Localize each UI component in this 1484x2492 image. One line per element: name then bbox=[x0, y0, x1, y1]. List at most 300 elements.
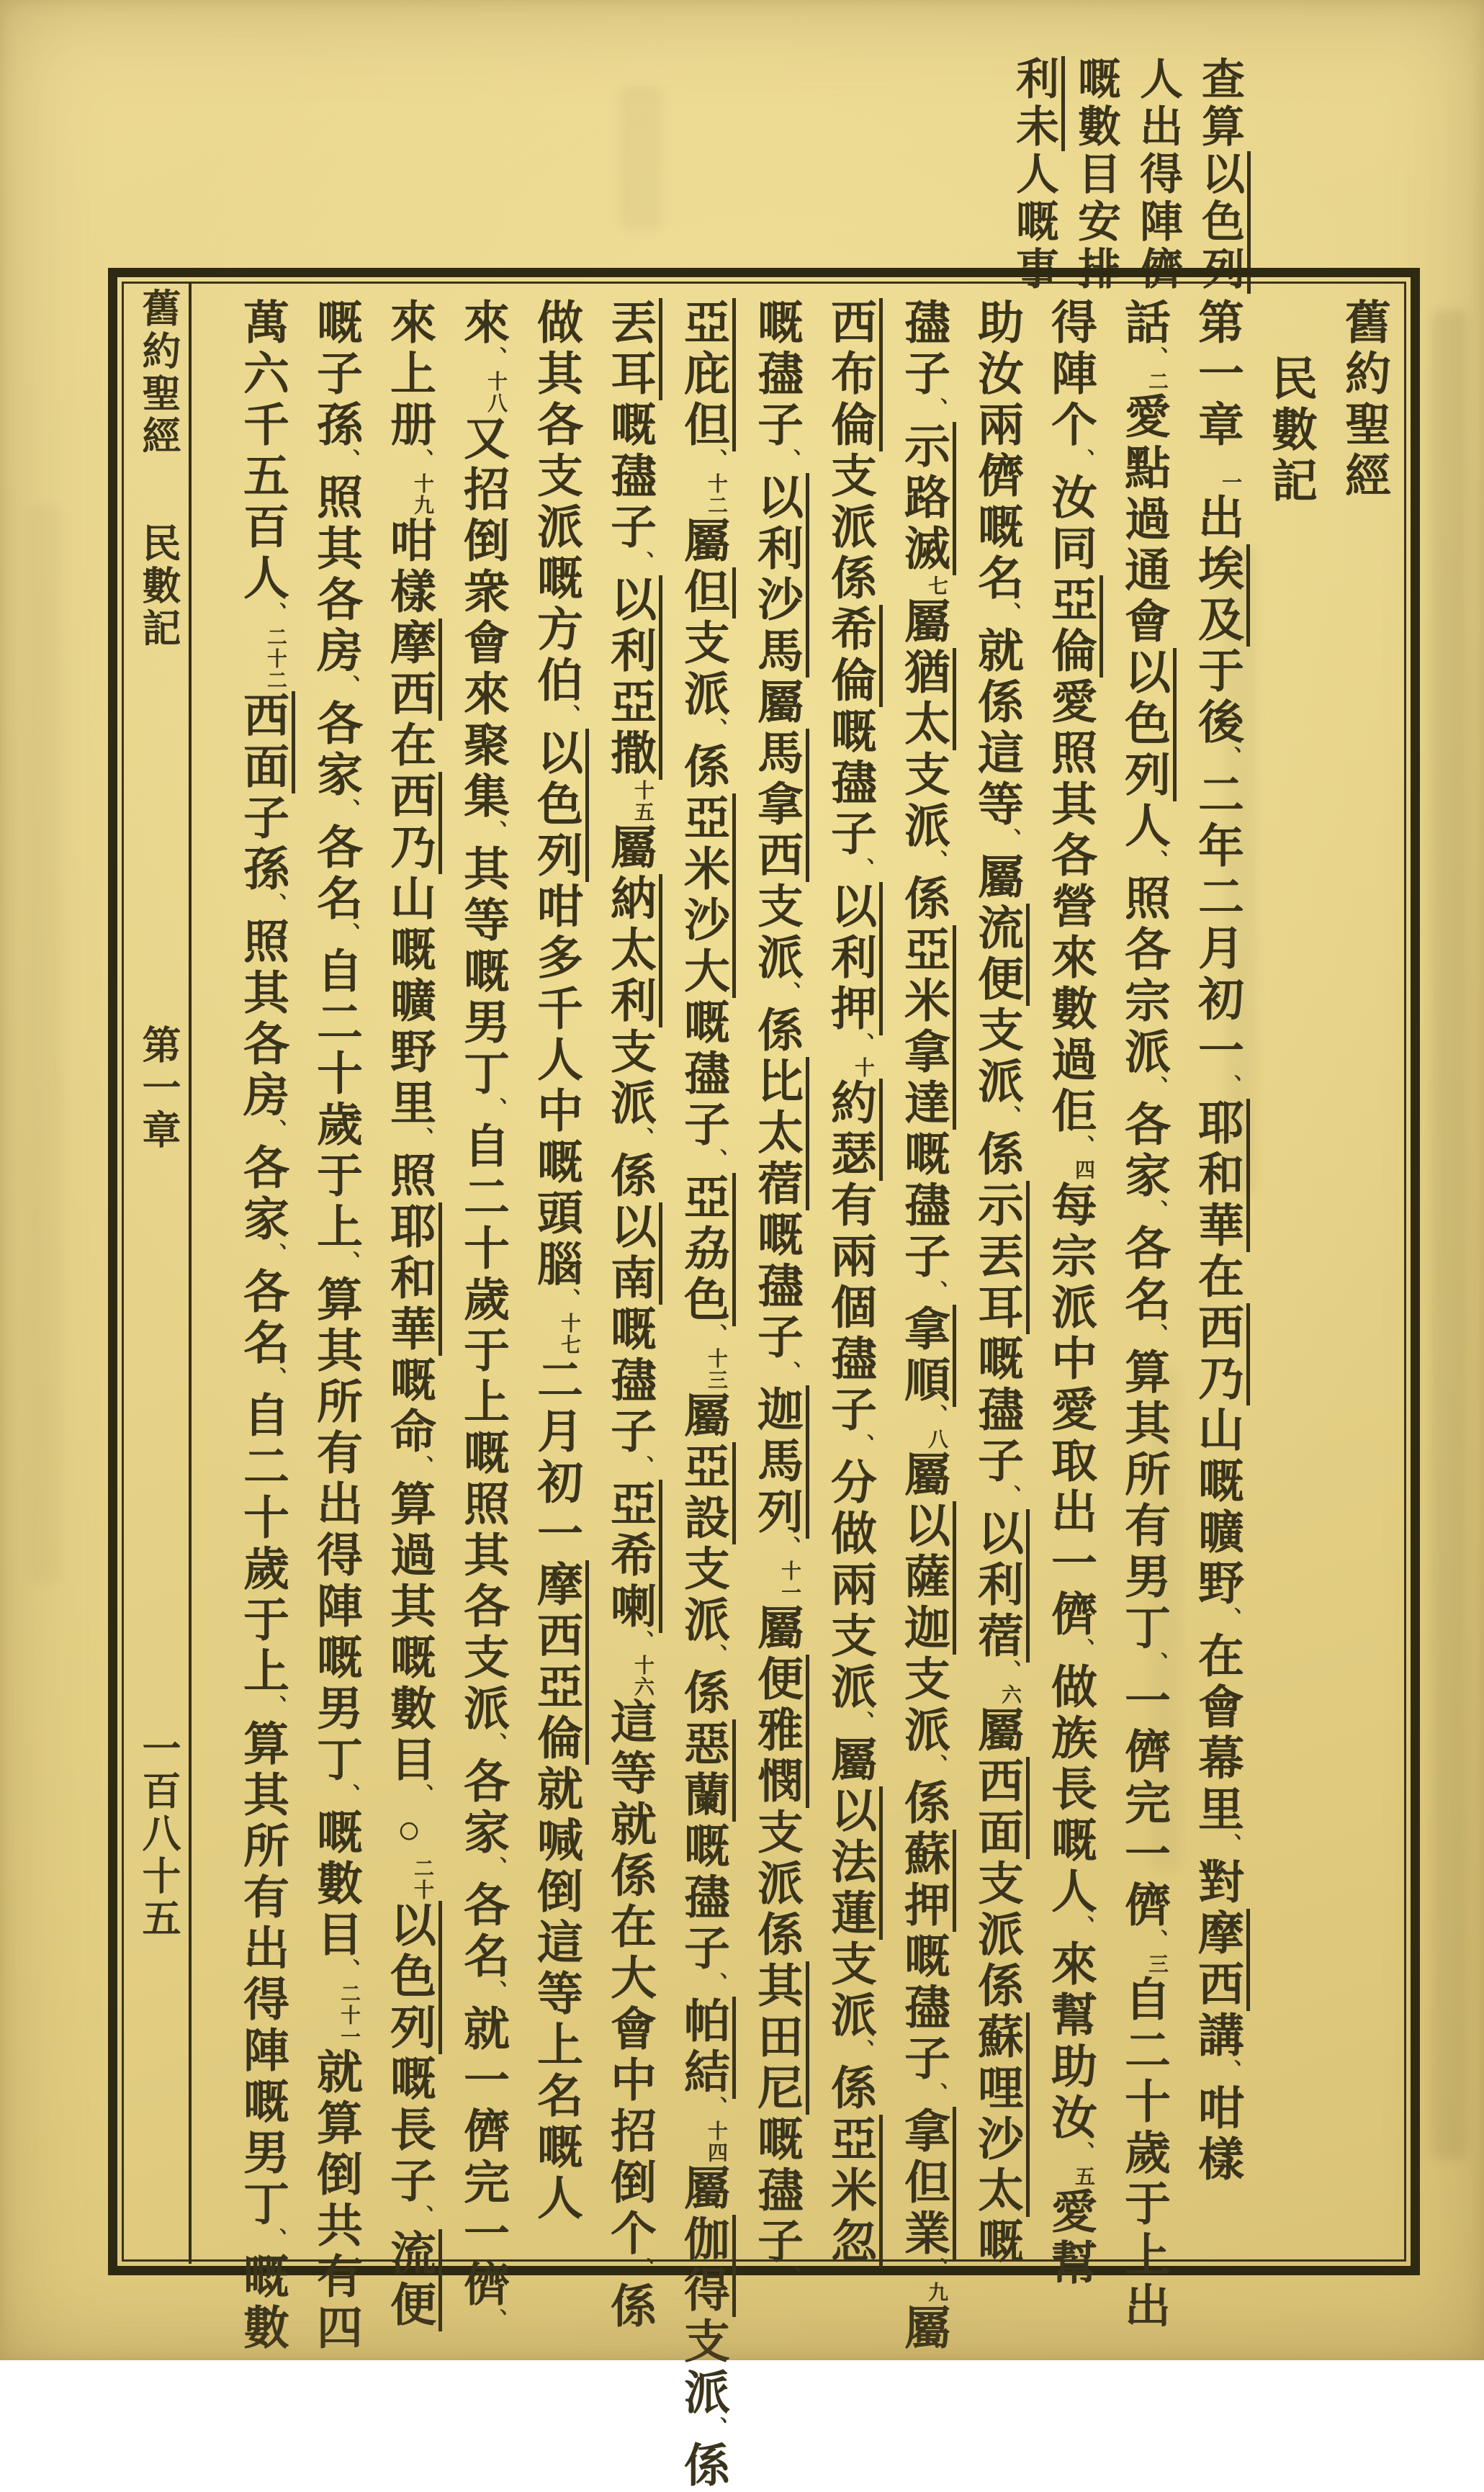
text-column bbox=[739, 298, 813, 2287]
text-run: 人嘅事 bbox=[1010, 151, 1058, 294]
text-run: 支派 bbox=[898, 750, 949, 853]
proper-noun: 蘇押 bbox=[898, 1830, 956, 1932]
text-run: 嘅命 bbox=[384, 1356, 435, 1458]
text-run: 就係這等 bbox=[971, 626, 1022, 831]
verse-number: 九 bbox=[925, 2282, 948, 2303]
punctuation: 、 bbox=[336, 922, 359, 944]
verse-number: 十五 bbox=[631, 780, 654, 823]
text-run: 分做兩支派 bbox=[824, 1458, 876, 1714]
punctuation: 、 bbox=[262, 1367, 286, 1388]
punctuation: 、 bbox=[1143, 1929, 1167, 1951]
text-run: 咁多千人中嘅頭腦 bbox=[531, 882, 582, 1291]
verse-number: 十八 bbox=[485, 371, 507, 414]
verse-number: 十七 bbox=[558, 1313, 580, 1356]
punctuation: 、 bbox=[409, 1127, 433, 1148]
text-run: 萬六千五百人 bbox=[237, 298, 288, 605]
punctuation: 、 bbox=[1070, 449, 1094, 470]
text-run: 係 bbox=[751, 1006, 802, 1057]
punctuation: 、 bbox=[1143, 1200, 1167, 1221]
text-run: 講 bbox=[1192, 2011, 1243, 2062]
text-run: 支派 bbox=[824, 1940, 876, 2042]
text-run: 助汝兩儕嘅名 bbox=[971, 298, 1022, 605]
punctuation: 、 bbox=[997, 602, 1020, 624]
verse-number: 十三 bbox=[705, 1348, 727, 1391]
text-run: 汝同 bbox=[1045, 473, 1096, 575]
text-run: 嘅孻子 bbox=[604, 400, 655, 554]
text-run: 屬 bbox=[678, 516, 729, 567]
punctuation: 、 bbox=[629, 1127, 653, 1148]
ink-bleed-smudge bbox=[29, 504, 62, 1584]
text-run: 就一儕完一儕 bbox=[457, 2005, 508, 2311]
text-run: 嘅孻子 bbox=[898, 1932, 949, 2085]
text-run: 照其各房 bbox=[310, 473, 361, 678]
text-run: 係 bbox=[971, 1130, 1022, 1181]
text-run: 算過其嘅數目 bbox=[384, 1480, 435, 1786]
verse-number: 四 bbox=[1072, 1159, 1094, 1181]
text-run: 係 bbox=[604, 1151, 655, 1202]
text-run: 支派 bbox=[678, 1544, 729, 1647]
punctuation: 、 bbox=[923, 1404, 947, 1426]
text-run: 其等嘅男丁 bbox=[457, 845, 508, 1100]
text-run: 支派係 bbox=[971, 1859, 1022, 2012]
proper-noun: 其田尼 bbox=[751, 1961, 809, 2115]
text-run: 來幫助汝 bbox=[1045, 1940, 1096, 2144]
proper-noun: 亞劦色 bbox=[678, 1173, 736, 1326]
punctuation: 、 bbox=[1070, 1915, 1094, 1937]
spacer bbox=[158, 458, 159, 523]
proper-noun: 帕結 bbox=[678, 1997, 736, 2099]
text-run: 支派 bbox=[678, 2317, 729, 2419]
text-run: 係 bbox=[678, 742, 729, 793]
punctuation: 、 bbox=[262, 893, 286, 914]
punctuation: 、 bbox=[1217, 746, 1241, 768]
proper-noun: 亞米忽 bbox=[824, 2115, 883, 2268]
text-run: 孻子 bbox=[898, 298, 949, 400]
punctuation: 、 bbox=[923, 2257, 947, 2279]
text-run: 嘅長子 bbox=[384, 2054, 435, 2208]
text-column bbox=[372, 298, 446, 2331]
punctuation: 、 bbox=[703, 449, 727, 470]
verse-number: 六 bbox=[999, 1684, 1021, 1706]
text-run: 屬 bbox=[898, 1450, 949, 1501]
verse-number: 十四 bbox=[705, 2120, 727, 2164]
proper-noun: 亞倫 bbox=[1045, 575, 1103, 678]
text-run: 又招倒衆會來聚集 bbox=[457, 414, 508, 823]
text-run: 屬 bbox=[678, 2164, 729, 2215]
punctuation: 、 bbox=[409, 2205, 433, 2226]
text-column bbox=[130, 288, 187, 2254]
punctuation: 、 bbox=[482, 820, 506, 842]
proper-noun: 耶和華 bbox=[1192, 1099, 1250, 1252]
proper-noun: 蘇哩沙太 bbox=[971, 2012, 1030, 2217]
proper-noun: 以法蓮 bbox=[824, 1786, 883, 1940]
text-run: 屬 bbox=[898, 2303, 949, 2354]
text-run: 就算倒共有四 bbox=[310, 2048, 361, 2354]
proper-noun: 埃及 bbox=[1192, 544, 1250, 647]
text-run: 照 bbox=[384, 1151, 435, 1202]
punctuation: 、 bbox=[482, 2308, 506, 2330]
punctuation: 、 bbox=[1143, 850, 1167, 871]
punctuation: 、 bbox=[776, 449, 800, 470]
punctuation: 、 bbox=[850, 2039, 873, 2061]
verse-number: 十二 bbox=[705, 473, 727, 516]
proper-noun: 以薩迦 bbox=[898, 1501, 956, 1655]
chapter-label: 第一章 bbox=[1192, 298, 1243, 451]
verse-number: 十 bbox=[852, 1057, 874, 1079]
punctuation: 、 bbox=[776, 1536, 800, 1557]
punctuation: 、 bbox=[997, 1105, 1020, 1127]
punctuation: 、 bbox=[629, 2257, 653, 2279]
proper-noun: 伽得 bbox=[678, 2215, 736, 2317]
punctuation: 、 bbox=[262, 1119, 286, 1141]
text-run: 對 bbox=[1192, 1858, 1243, 1909]
text-column bbox=[1180, 298, 1254, 2272]
text-column bbox=[446, 298, 519, 2330]
text-run: 嘅數 bbox=[237, 2252, 288, 2354]
scripture-text bbox=[204, 298, 1400, 2492]
margin-section-title: 民數記 bbox=[137, 523, 180, 650]
punctuation: 、 bbox=[262, 1695, 286, 1717]
proper-noun: 以南 bbox=[604, 1202, 662, 1305]
punctuation: 、 bbox=[1070, 1135, 1094, 1156]
proper-noun: 亞米拿達 bbox=[898, 925, 956, 1130]
text-run: 愛照其各營來數過佢 bbox=[1045, 678, 1096, 1138]
proper-noun: 以利沙馬 bbox=[751, 473, 809, 678]
text-column bbox=[1033, 298, 1107, 2290]
text-run: 照各宗派 bbox=[1118, 874, 1169, 1079]
punctuation: 、 bbox=[850, 1033, 873, 1054]
punctuation: 、 bbox=[923, 2082, 947, 2104]
text-run: 每宗派中愛取出一儕 bbox=[1045, 1181, 1096, 1641]
verse-number: 二十 bbox=[411, 1858, 433, 1901]
text-run: 支派 bbox=[971, 1006, 1022, 1108]
text-run: 算其所有出得陣嘅男丁 bbox=[310, 1275, 361, 1786]
punctuation: 、 bbox=[262, 2228, 286, 2249]
text-column bbox=[1327, 298, 1400, 2272]
text-column bbox=[225, 298, 299, 2354]
proper-noun: 西布倫 bbox=[824, 298, 883, 451]
punctuation: 、 bbox=[1070, 2141, 1094, 2163]
text-run: 做其各支派嘅方伯 bbox=[531, 298, 582, 707]
proper-noun: 流便 bbox=[971, 904, 1030, 1006]
text-run: 嘅數目 bbox=[310, 1808, 361, 1961]
punctuation: 、 bbox=[703, 2096, 727, 2118]
proper-noun: 流便 bbox=[384, 2229, 442, 2331]
text-run: 人 bbox=[1118, 801, 1169, 853]
text-column bbox=[666, 298, 739, 2492]
text-run: 嘅孻子 bbox=[678, 998, 729, 1151]
text-run: 算其所有出得陣嘅男丁 bbox=[237, 1719, 288, 2231]
spacer bbox=[1290, 298, 1291, 354]
text-run: 各名 bbox=[310, 823, 361, 925]
proper-noun: 以色列 bbox=[531, 729, 589, 882]
text-run: 來上册 bbox=[384, 298, 435, 451]
verse-number: 二 bbox=[1146, 371, 1168, 392]
punctuation: 、 bbox=[336, 799, 359, 820]
text-run: 支派 bbox=[604, 1027, 655, 1130]
text-run: 在 bbox=[384, 721, 435, 772]
text-column bbox=[1254, 298, 1327, 2272]
punctuation: 、 bbox=[703, 718, 727, 739]
proper-noun: 亞希喇 bbox=[604, 1480, 662, 1633]
ink-bleed-smudge bbox=[1431, 310, 1467, 2160]
proper-noun: 但 bbox=[678, 567, 736, 618]
text-column bbox=[886, 298, 960, 2354]
ink-bleed-smudge bbox=[619, 86, 662, 230]
proper-noun: 以色列 bbox=[1196, 151, 1251, 294]
punctuation: 、 bbox=[409, 1783, 433, 1805]
text-run: 來 bbox=[457, 298, 508, 349]
text-run: 一儕完一儕 bbox=[1118, 1676, 1169, 1932]
proper-noun: 西面 bbox=[237, 691, 295, 793]
text-run: 在會幕里 bbox=[1192, 1632, 1243, 1836]
text-run: 話 bbox=[1118, 298, 1169, 349]
text-run: 嘅 bbox=[971, 2217, 1022, 2268]
proper-noun: 比太蓿 bbox=[751, 1057, 809, 1210]
text-column bbox=[593, 298, 666, 2333]
text-run: 自二十歲于上 bbox=[237, 1391, 288, 1698]
punctuation: 、 bbox=[409, 449, 433, 470]
text-column bbox=[1107, 298, 1180, 2333]
punctuation: 、 bbox=[923, 1280, 947, 1302]
text-run: 係 bbox=[604, 2282, 655, 2333]
proper-noun: 亞米沙大 bbox=[678, 793, 736, 998]
text-column bbox=[299, 298, 372, 2354]
punctuation: 、 bbox=[703, 1644, 727, 1665]
punctuation: 、 bbox=[1217, 2059, 1241, 2081]
punctuation: 、 bbox=[482, 1732, 506, 1754]
punctuation: 、 bbox=[336, 1958, 359, 1980]
proper-noun: 納太利 bbox=[604, 874, 662, 1027]
text-column bbox=[960, 298, 1033, 2272]
text-run: 係 bbox=[678, 1668, 729, 1719]
punctuation: 、 bbox=[703, 1323, 727, 1345]
verse-number: 八 bbox=[925, 1429, 948, 1450]
punctuation: 、 bbox=[703, 1972, 727, 1994]
verse-number: 一 bbox=[1219, 472, 1241, 493]
proper-noun: 約瑟 bbox=[824, 1079, 883, 1181]
text-run: 咁樣 bbox=[384, 516, 435, 618]
text-run: 支派係 bbox=[751, 1808, 802, 1961]
text-run: 係 bbox=[898, 1778, 949, 1830]
punctuation: 、 bbox=[1143, 1076, 1167, 1097]
punctuation: 、 bbox=[923, 397, 947, 419]
text-run: 各名 bbox=[237, 1267, 288, 1369]
text-run: 屬 bbox=[751, 678, 802, 729]
proper-noun: 以利蓿 bbox=[971, 1509, 1030, 1663]
text-run: 支派 bbox=[751, 882, 802, 984]
punctuation: 、 bbox=[336, 449, 359, 470]
text-run: 嘅孻子 bbox=[824, 707, 876, 860]
proper-noun: 摩西 bbox=[1192, 1909, 1250, 2011]
punctuation: 、 bbox=[1217, 1833, 1241, 1855]
spacer bbox=[158, 1152, 159, 1728]
text-run: 山嘅曠野 bbox=[1192, 1405, 1243, 1610]
punctuation: 、 bbox=[923, 850, 947, 871]
punctuation: 、 bbox=[556, 1288, 580, 1310]
text-run: 在 bbox=[1192, 1252, 1243, 1303]
proper-noun: 便雅憫 bbox=[751, 1655, 809, 1808]
text-run: 各名 bbox=[1118, 1224, 1169, 1326]
text-run: 得陣个 bbox=[1045, 298, 1096, 451]
proper-noun: 摩西 bbox=[384, 618, 442, 721]
text-column bbox=[813, 298, 886, 2272]
verse-number: 二十二 bbox=[264, 626, 287, 691]
punctuation: 、 bbox=[703, 1148, 727, 1170]
punctuation: 、 bbox=[409, 1455, 433, 1477]
text-run: 屬 bbox=[604, 823, 655, 874]
margin-separator-rule bbox=[189, 282, 192, 2264]
punctuation: 、 bbox=[776, 1361, 800, 1382]
text-run: 屬 bbox=[898, 597, 949, 648]
punctuation: 、 bbox=[776, 2265, 800, 2287]
text-run: 嘅子孫 bbox=[310, 298, 361, 451]
punctuation: 、 bbox=[629, 551, 653, 572]
text-run: 屬 bbox=[971, 1706, 1022, 1757]
margin-chapter-label: 第一章 bbox=[137, 1025, 180, 1152]
punctuation: 、 bbox=[336, 1783, 359, 1805]
proper-noun: 以色列 bbox=[384, 1901, 442, 2054]
punctuation: 、 bbox=[482, 1980, 506, 2002]
proper-noun: 利未 bbox=[1010, 56, 1065, 151]
punctuation: 、 bbox=[1143, 1323, 1167, 1345]
margin-book-title: 舊約聖經 bbox=[137, 288, 180, 458]
punctuation: 、 bbox=[850, 1434, 873, 1455]
proper-noun: 馬拿西 bbox=[751, 729, 809, 882]
text-run: 照其各房 bbox=[237, 917, 288, 1122]
punctuation: 、 bbox=[629, 1630, 653, 1652]
proper-noun: 猶太 bbox=[898, 648, 956, 750]
punctuation: 、 bbox=[1217, 1607, 1241, 1629]
text-run: 支派係 bbox=[824, 451, 876, 605]
punctuation: 、 bbox=[997, 1485, 1020, 1506]
text-run: 二年二月初一 bbox=[1192, 770, 1243, 1077]
punctuation: 、 bbox=[482, 1856, 506, 1878]
punctuation: 、 bbox=[997, 1660, 1020, 1681]
text-run: 做族長嘅人 bbox=[1045, 1663, 1096, 1918]
punctuation: 、 bbox=[262, 602, 286, 624]
text-run: 就喊倒這等上名嘅人 bbox=[531, 1765, 582, 2225]
section-circle: ○ bbox=[387, 1808, 431, 1858]
text-run: 各名 bbox=[457, 1881, 508, 1983]
text-run: 嘅孻子 bbox=[751, 298, 802, 451]
proper-noun: 以利押 bbox=[824, 882, 883, 1035]
text-run: 咁樣 bbox=[1192, 2084, 1243, 2186]
proper-noun: 丟耳 bbox=[604, 298, 662, 400]
verse-number: 七 bbox=[925, 575, 948, 597]
text-run: 有兩個孻子 bbox=[824, 1181, 876, 1436]
text-run: 出 bbox=[1192, 493, 1243, 544]
spacer bbox=[1216, 451, 1218, 472]
text-run: 人出得陣儕 bbox=[1134, 56, 1182, 294]
text-run: 這等就係在大會中招倒个 bbox=[604, 1698, 655, 2260]
text-run: 自二十歲于上 bbox=[310, 947, 361, 1254]
text-run: 子孫 bbox=[237, 793, 288, 896]
punctuation: 、 bbox=[850, 858, 873, 879]
proper-noun: 拿順 bbox=[898, 1305, 956, 1407]
text-run: 各家 bbox=[1118, 1100, 1169, 1202]
text-run: 嘅孻子 bbox=[678, 1822, 729, 1975]
text-run: 各家 bbox=[310, 699, 361, 801]
text-run: 算其所有男丁 bbox=[1118, 1348, 1169, 1655]
text-run: 嘅孻子 bbox=[751, 2115, 802, 2268]
text-run: 嘅數目安排 bbox=[1072, 56, 1120, 294]
text-run: 自二十歲于上嘅照其各支派 bbox=[457, 1122, 508, 1735]
text-run: 各家 bbox=[237, 1143, 288, 1246]
proper-noun: 亞設 bbox=[678, 1442, 736, 1544]
page-number: 一百八十五 bbox=[137, 1728, 180, 1940]
text-run: 屬 bbox=[678, 1391, 729, 1442]
punctuation: 、 bbox=[556, 704, 580, 726]
text-run: 係 bbox=[824, 2064, 876, 2115]
proper-noun: 拿但業 bbox=[898, 2107, 956, 2260]
spacer bbox=[158, 650, 159, 1025]
text-run: 于後 bbox=[1192, 647, 1243, 749]
text-run: 愛點過通會 bbox=[1118, 392, 1169, 648]
text-run: 嘅孻子 bbox=[971, 1334, 1022, 1488]
proper-noun: 以利亞撒 bbox=[604, 575, 662, 780]
book-title: 舊約聖經 bbox=[1339, 298, 1390, 503]
punctuation: 、 bbox=[1143, 346, 1167, 368]
verse-number: 十六 bbox=[631, 1655, 654, 1698]
verse-number: 十九 bbox=[411, 473, 433, 516]
proper-noun: 惡蘭 bbox=[678, 1719, 736, 1822]
proper-noun: 示路滅 bbox=[898, 422, 956, 575]
text-run: 自二十歲于上出 bbox=[1118, 1975, 1169, 2333]
text-run: 嘅孻子 bbox=[604, 1305, 655, 1458]
proper-noun: 西乃 bbox=[384, 772, 442, 874]
verse-number: 三 bbox=[1146, 1953, 1168, 1975]
proper-noun: 希倫 bbox=[824, 605, 883, 707]
punctuation: 、 bbox=[262, 1243, 286, 1264]
punctuation: 、 bbox=[776, 981, 800, 1003]
proper-noun: 示丟耳 bbox=[971, 1181, 1030, 1334]
text-run: 屬 bbox=[751, 1603, 802, 1655]
punctuation: 、 bbox=[482, 1097, 506, 1119]
punctuation: 、 bbox=[336, 675, 359, 696]
section-title: 民數記 bbox=[1265, 354, 1316, 508]
punctuation: 、 bbox=[997, 828, 1020, 850]
punctuation: 、 bbox=[1070, 1638, 1094, 1660]
text-run: 愛幫 bbox=[1045, 2187, 1096, 2290]
proper-noun: 迦馬列 bbox=[751, 1385, 809, 1539]
proper-noun: 耶和華 bbox=[384, 1202, 442, 1356]
punctuation: 、 bbox=[336, 1251, 359, 1272]
verse-number: 十一 bbox=[778, 1560, 801, 1603]
punctuation: 、 bbox=[703, 2416, 727, 2438]
text-run: 屬 bbox=[824, 1735, 876, 1786]
text-run: 係 bbox=[898, 874, 949, 925]
proper-noun: 西乃 bbox=[1192, 1303, 1250, 1405]
text-run: 各家 bbox=[457, 1757, 508, 1859]
text-run: 嘅孻子 bbox=[751, 1210, 802, 1364]
text-run: 查算 bbox=[1196, 56, 1244, 151]
proper-noun: 亞倫 bbox=[531, 1663, 589, 1765]
punctuation: 、 bbox=[482, 346, 506, 368]
proper-noun: 摩西 bbox=[531, 1560, 589, 1663]
punctuation: 、 bbox=[1217, 1074, 1241, 1096]
proper-noun: 亞庇但 bbox=[678, 298, 736, 451]
text-run: 係 bbox=[678, 2441, 729, 2492]
verse-number: 二十一 bbox=[338, 1983, 360, 2048]
punctuation: 、 bbox=[1143, 1652, 1167, 1673]
text-column bbox=[519, 298, 593, 2272]
text-run: 支派 bbox=[898, 1655, 949, 1757]
punctuation: 、 bbox=[629, 1455, 653, 1477]
text-run: 屬 bbox=[971, 853, 1022, 904]
proper-noun: 西面 bbox=[971, 1757, 1030, 1859]
punctuation: 、 bbox=[850, 1711, 873, 1732]
